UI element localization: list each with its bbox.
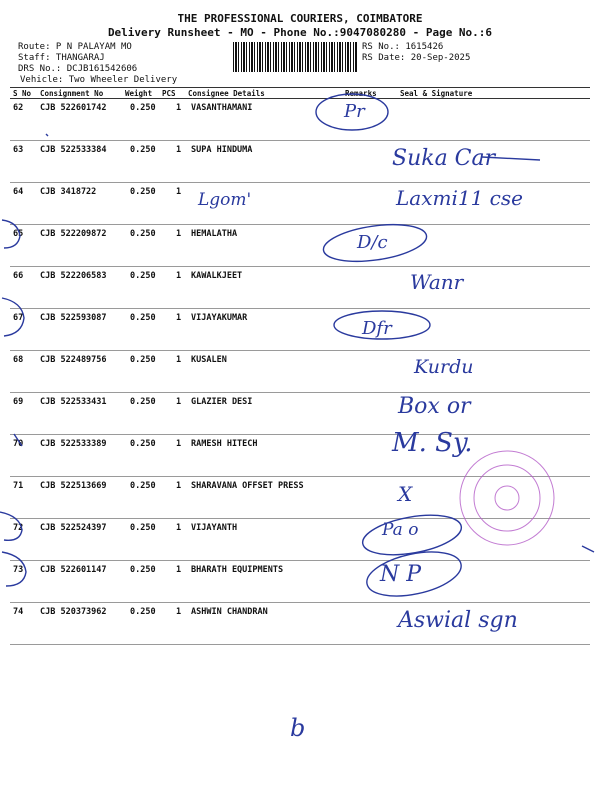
handwriting-63: Suka Car <box>392 146 496 171</box>
row-divider <box>10 182 590 183</box>
row-divider <box>10 560 590 561</box>
row-sno: 63 <box>13 145 24 155</box>
col-pcs: PCS <box>162 89 176 98</box>
header-top-rule <box>10 87 590 88</box>
col-consignee: Consignee Details <box>188 89 265 98</box>
row-weight: 0.250 <box>130 103 156 113</box>
row-divider <box>10 266 590 267</box>
row-sno: 64 <box>13 187 24 197</box>
row-pcs: 1 <box>176 397 182 407</box>
row-consignee: ASHWIN CHANDRAN <box>191 607 268 617</box>
row-weight: 0.250 <box>130 397 156 407</box>
col-sno: S No <box>13 89 32 98</box>
row-pcs: 1 <box>176 271 182 281</box>
row-consignment: CJB 522524397 <box>40 523 107 533</box>
row-consignee: HEMALATHA <box>191 229 238 239</box>
row-sno: 62 <box>13 103 24 113</box>
row-pcs: 1 <box>176 103 182 113</box>
row-consignment: CJB 522533384 <box>40 145 107 155</box>
handwriting-66: Wanr <box>410 270 464 294</box>
row-weight: 0.250 <box>130 523 156 533</box>
row-consignment: CJB 522489756 <box>40 355 107 365</box>
col-remarks: Remarks <box>345 89 377 98</box>
handwriting-65: D/c <box>357 232 388 253</box>
row-sno: 70 <box>13 439 24 449</box>
row-weight: 0.250 <box>130 481 156 491</box>
row-sno: 73 <box>13 565 24 575</box>
drs-number: DRS No.: DCJB161542606 <box>18 64 138 74</box>
vehicle-label: Vehicle: Two Wheeler Delivery <box>20 75 178 85</box>
row-consignee: VIJAYAKUMAR <box>191 313 248 323</box>
row-consignment: CJB 522533389 <box>40 439 107 449</box>
row-consignee: SUPA HINDUMA <box>191 145 253 155</box>
handwriting-72: Pa o <box>382 520 419 540</box>
row-pcs: 1 <box>176 313 182 323</box>
row-weight: 0.250 <box>130 355 156 365</box>
row-pcs: 1 <box>176 187 182 197</box>
row-consignment: CJB 522206583 <box>40 271 107 281</box>
row-sno: 69 <box>13 397 24 407</box>
row-sno: 65 <box>13 229 24 239</box>
row-consignee: SHARAVANA OFFSET PRESS <box>191 481 304 491</box>
row-sno: 74 <box>13 607 24 617</box>
row-weight: 0.250 <box>130 313 156 323</box>
row-sno: 72 <box>13 523 24 533</box>
row-consignment: CJB 522513669 <box>40 481 107 491</box>
handwriting-68: Kurdu <box>414 356 474 378</box>
row-consignment: CJB 520373962 <box>40 607 107 617</box>
row-pcs: 1 <box>176 481 182 491</box>
handwriting-64: Laxmi11 cse <box>396 186 523 210</box>
pen-stroke-70b <box>582 546 594 552</box>
row-consignee: KUSALEN <box>191 355 227 365</box>
row-consignee: BHARATH EQUIPMENTS <box>191 565 284 575</box>
handwriting-71: X <box>398 482 413 506</box>
handwriting-67: Dfr <box>362 318 392 339</box>
row-divider <box>10 350 590 351</box>
runsheet-subtitle: Delivery Runsheet - MO - Phone No.:9047080280 - Page No.:6 <box>107 26 493 39</box>
row-consignee: GLAZIER DESI <box>191 397 253 407</box>
handwriting-footer: b <box>290 714 306 742</box>
row-pcs: 1 <box>176 145 182 155</box>
col-weight: Weight <box>125 89 153 98</box>
barcode <box>233 42 357 72</box>
row-consignment: CJB 522601147 <box>40 565 107 575</box>
row-pcs: 1 <box>176 229 182 239</box>
row-consignee: KAWALKJEET <box>191 271 243 281</box>
row-weight: 0.250 <box>130 145 156 155</box>
row-sno: 68 <box>13 355 24 365</box>
route-label: Route: P N PALAYAM MO <box>18 42 132 52</box>
row-sno: 66 <box>13 271 24 281</box>
row-consignment: CJB 522533431 <box>40 397 107 407</box>
handwriting-64-consignee: Lgom' <box>198 190 252 210</box>
row-divider <box>10 476 590 477</box>
row-consignment: CJB 3418722 <box>40 187 97 197</box>
rs-date: RS Date: 20-Sep-2025 <box>362 53 471 63</box>
row-weight: 0.250 <box>130 439 156 449</box>
pen-dot-62 <box>46 134 48 136</box>
row-weight: 0.250 <box>130 271 156 281</box>
row-divider <box>10 392 590 393</box>
handwriting-70: M. Sy. <box>392 428 473 458</box>
row-divider <box>10 224 590 225</box>
row-sno: 71 <box>13 481 24 491</box>
row-pcs: 1 <box>176 439 182 449</box>
header-bottom-rule <box>10 98 590 99</box>
row-consignment: CJB 522601742 <box>40 103 107 113</box>
handwriting-62: Pr <box>344 101 365 122</box>
row-sno: 67 <box>13 313 24 323</box>
row-divider <box>10 434 590 435</box>
col-seal-signature: Seal & Signature <box>400 89 473 98</box>
office-seal-stamp <box>460 451 554 545</box>
row-weight: 0.250 <box>130 607 156 617</box>
row-weight: 0.250 <box>130 565 156 575</box>
company-title: THE PROFESSIONAL COURIERS, COIMBATORE <box>177 12 423 25</box>
handwriting-69: Box or <box>398 394 471 419</box>
handwriting-74: Aswial sgn <box>398 608 518 633</box>
row-consignee: RAMESH HITECH <box>191 439 258 449</box>
row-consignee: VIJAYANTH <box>191 523 238 533</box>
row-divider <box>10 518 590 519</box>
row-pcs: 1 <box>176 523 182 533</box>
row-divider <box>10 644 590 645</box>
row-weight: 0.250 <box>130 229 156 239</box>
col-consignment: Consignment No <box>40 89 104 98</box>
row-divider <box>10 140 590 141</box>
row-divider <box>10 308 590 309</box>
staff-label: Staff: THANGARAJ <box>18 53 105 63</box>
row-consignment: CJB 522209872 <box>40 229 107 239</box>
row-pcs: 1 <box>176 565 182 575</box>
row-pcs: 1 <box>176 355 182 365</box>
row-divider <box>10 602 590 603</box>
rs-number: RS No.: 1615426 <box>362 42 444 52</box>
row-consignee: VASANTHAMANI <box>191 103 253 113</box>
row-consignment: CJB 522593087 <box>40 313 107 323</box>
row-weight: 0.250 <box>130 187 156 197</box>
row-pcs: 1 <box>176 607 182 617</box>
handwriting-73: N P <box>380 562 422 587</box>
